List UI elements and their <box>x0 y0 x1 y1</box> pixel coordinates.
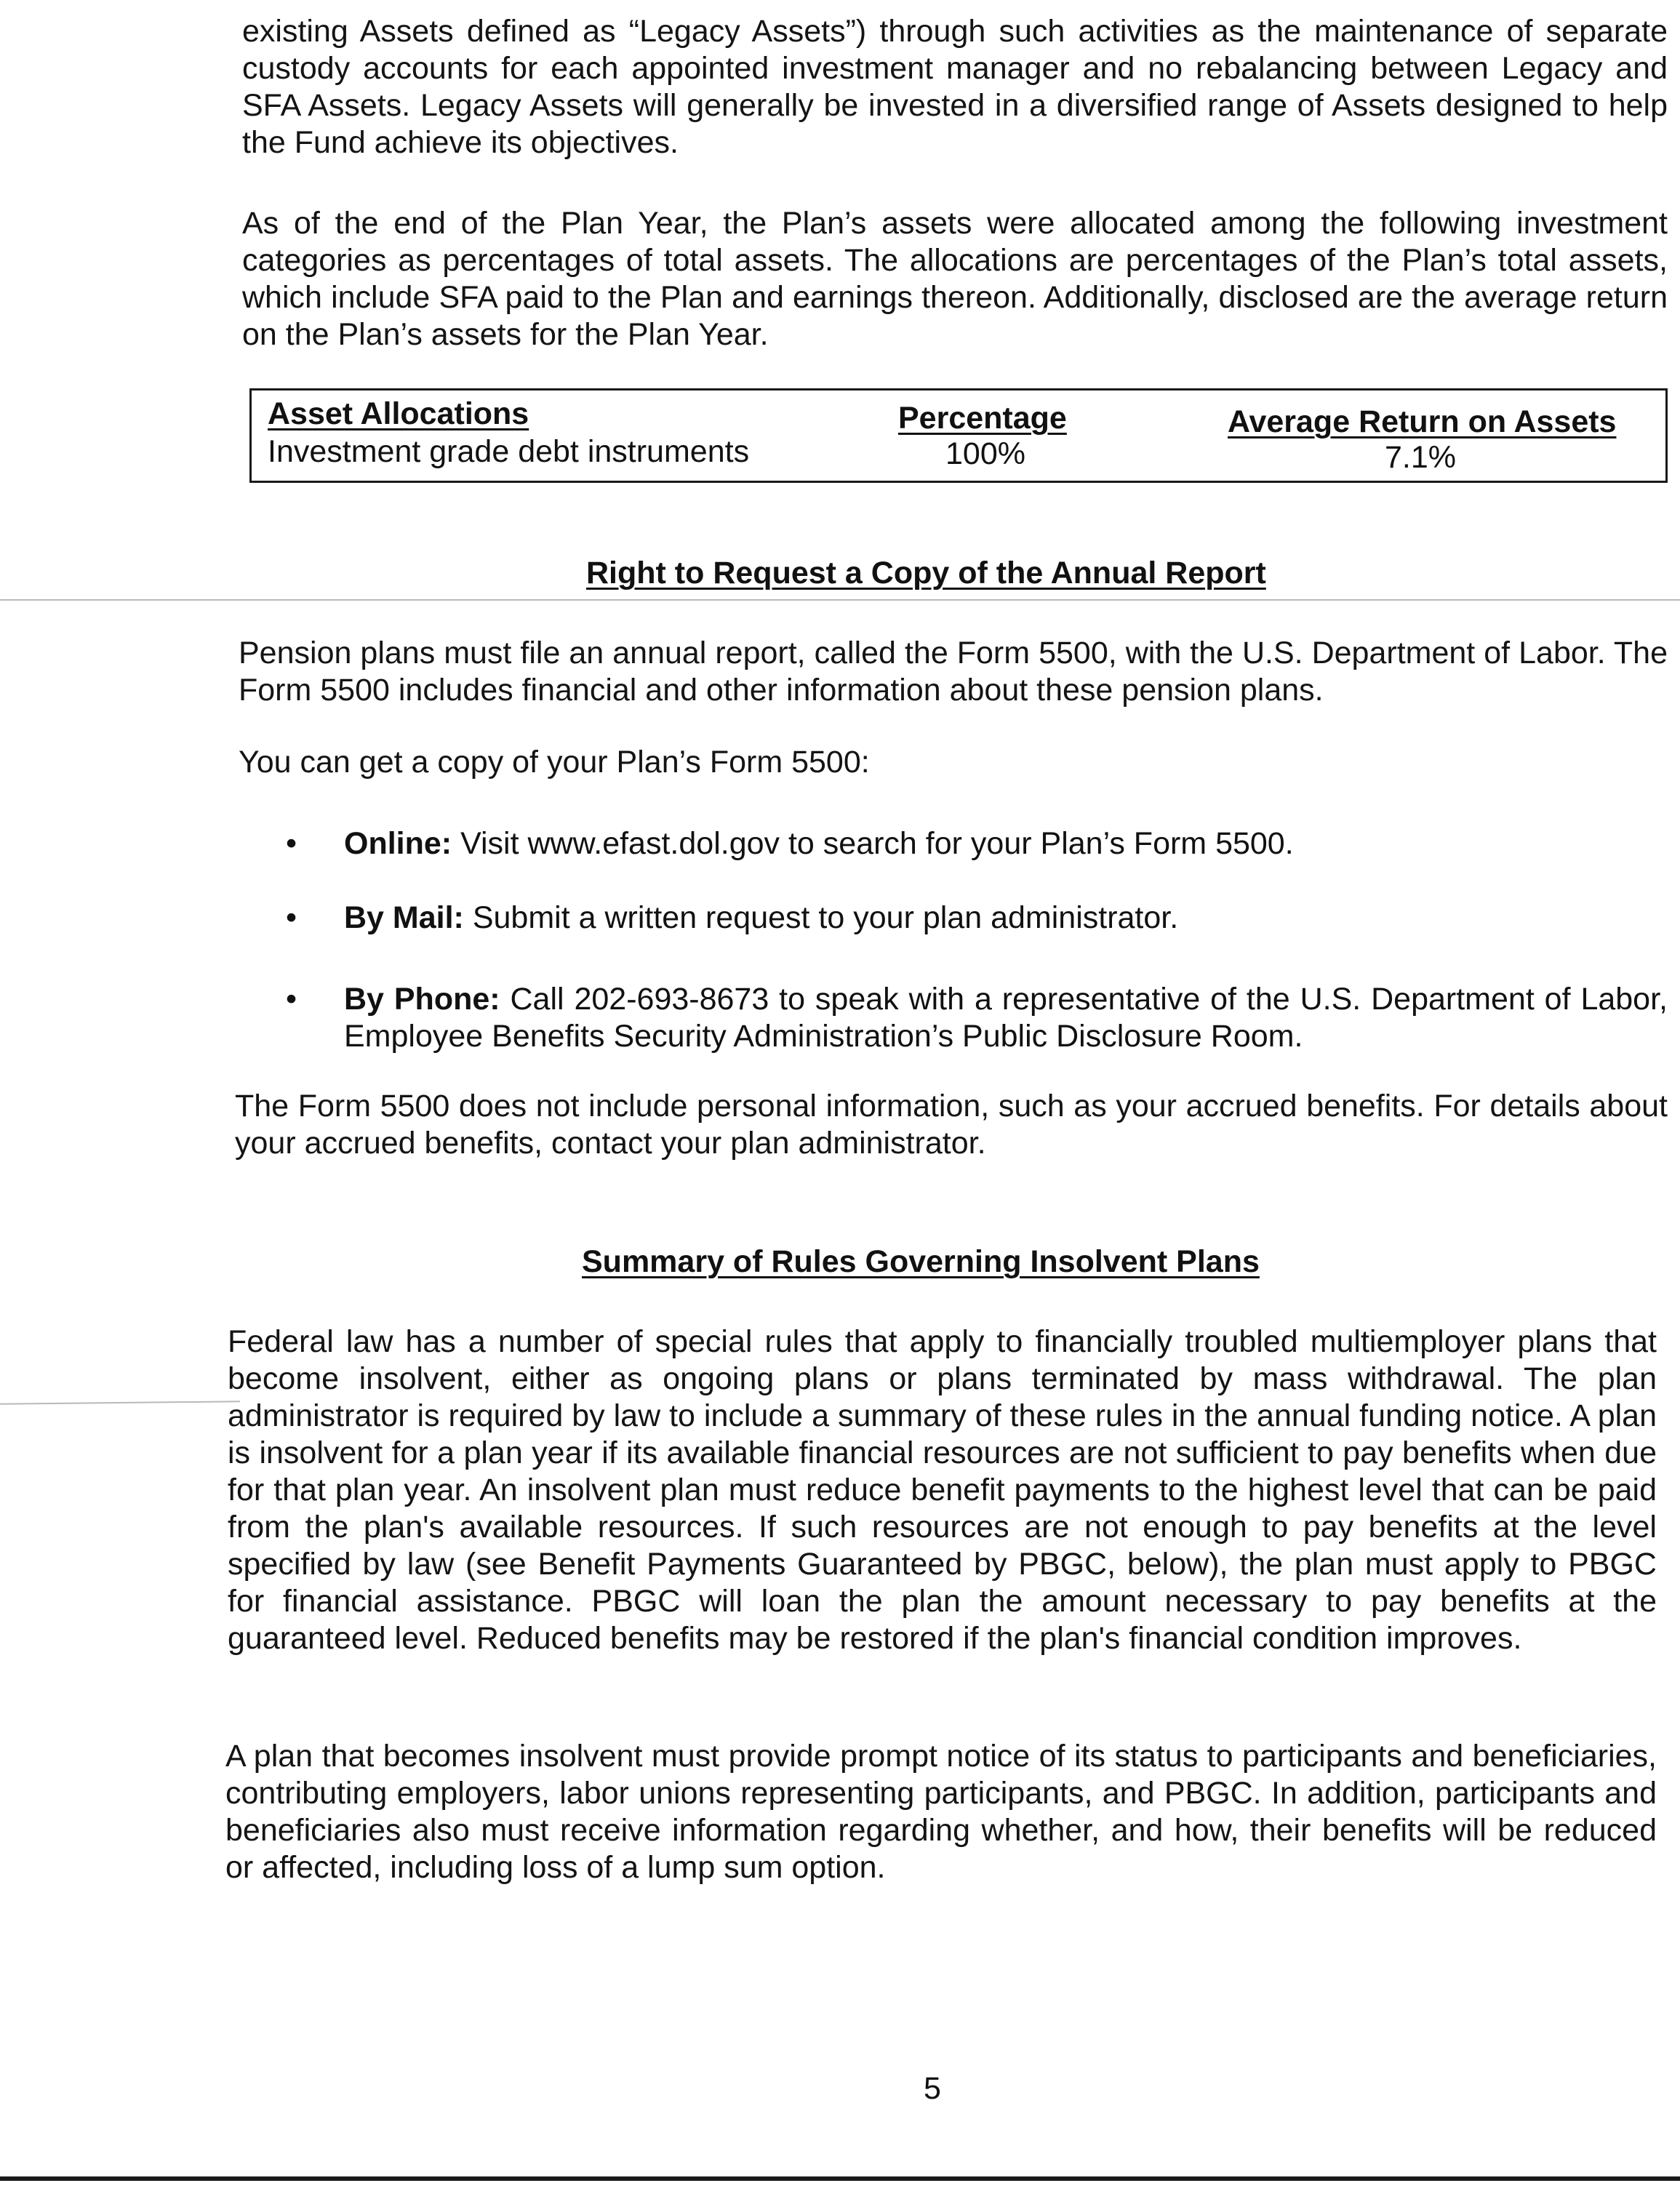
bullet-description: Visit www.efast.dol.gov to search for your Plan’s Form 5500. <box>460 826 1294 861</box>
intro-paragraph: existing Assets defined as “Legacy Assets”) through such activities as the maintenance of separate custody accounts for each appointed investment manager and no rebalancing between Legacy and SFA Assets. Legacy Assets will generally be invested in a diversified range of Assets designed to help the Fund achieve its objectives. <box>242 14 1668 160</box>
bullet-text <box>344 900 1668 937</box>
table-cell-category: Investment grade debt instruments <box>268 434 750 469</box>
bullet-icon: • <box>286 826 297 861</box>
insolvent-paragraph-2: A plan that becomes insolvent must provide prompt notice of its status to participants and beneficiaries, contributing employers, labor unions representing participants, and PBGC. In addition, participants and beneficiaries also must receive information regarding whether, and how, their benefits will be reduced or affected, including loss of a lump sum option. <box>225 1739 1657 1885</box>
table-header-average-return: Average Return on Assets <box>1228 404 1617 439</box>
bullet-label: By Mail: <box>344 900 464 935</box>
bullet-label: By Phone: <box>344 982 500 1017</box>
page-number: 5 <box>924 2071 941 2106</box>
annual-report-paragraph-1: Pension plans must file an annual report, called the Form 5500, with the U.S. Department of Labor. The Form 5500 includes financial and other information about these pension plans. <box>239 636 1668 708</box>
paper-fold-line <box>0 599 1680 601</box>
bullet-icon: • <box>286 982 297 1017</box>
table-header-percentage: Percentage <box>898 401 1067 436</box>
allocation-paragraph: As of the end of the Plan Year, the Plan’s assets were allocated among the following investment categories as percentages of total assets. The allocations are percentages of the Plan’s total assets, which include SFA paid to the Plan and earnings thereon. Additionally, disclosed are the average return on the Plan’s assets for the Plan Year. <box>242 206 1668 352</box>
bullet-description: Submit a written request to your plan administrator. <box>472 900 1179 935</box>
annual-report-paragraph-3: The Form 5500 does not include personal information, such as your accrued benefits. For details about your accrued benefits, contact your plan administrator. <box>235 1089 1668 1161</box>
table-cell-percentage: 100% <box>945 436 1025 471</box>
insolvent-plans-heading: Summary of Rules Governing Insolvent Plans <box>582 1244 1260 1279</box>
table-header-asset-allocations: Asset Allocations <box>268 396 529 431</box>
insolvent-paragraph-1: Federal law has a number of special rules that apply to financially troubled multiemployer plans that become insolvent, either as ongoing plans or plans terminated by mass withdrawal. The plan administrator is required by law to include a summary of these rules in the annual funding notice. A plan is insolvent for a plan year if its available financial resources are not sufficient to pay benefits when due for that plan year. An insolvent plan must reduce benefit payments to the highest level that can be paid from the plan's available resources. If such resources are not enough to pay benefits at the level specified by law (see Benefit Payments Guaranteed by PBGC, below), the plan must apply to PBGC for financial assistance. PBGC will loan the plan the amount necessary to pay benefits at the guaranteed level. Reduced benefits may be restored if the plan's financial condition improves. <box>228 1324 1657 1656</box>
page-bottom-edge <box>0 2176 1680 2181</box>
bullet-description: Call 202-693-8673 to speak with a representative of the U.S. Department of Labor, Employee Benefits Security Administration’s Public Disclosure Room. <box>344 982 1668 1054</box>
bullet-label: Online: <box>344 826 452 861</box>
paper-fold-line <box>0 1401 240 1404</box>
annual-report-paragraph-2: You can get a copy of your Plan’s Form 5500: <box>239 745 870 780</box>
bullet-text <box>344 981 1668 1055</box>
asset-allocation-table <box>249 388 1668 483</box>
bullet-icon: • <box>286 900 297 935</box>
bullet-text <box>344 825 1668 862</box>
table-cell-average-return: 7.1% <box>1385 440 1457 475</box>
annual-report-heading: Right to Request a Copy of the Annual Report <box>586 556 1266 590</box>
